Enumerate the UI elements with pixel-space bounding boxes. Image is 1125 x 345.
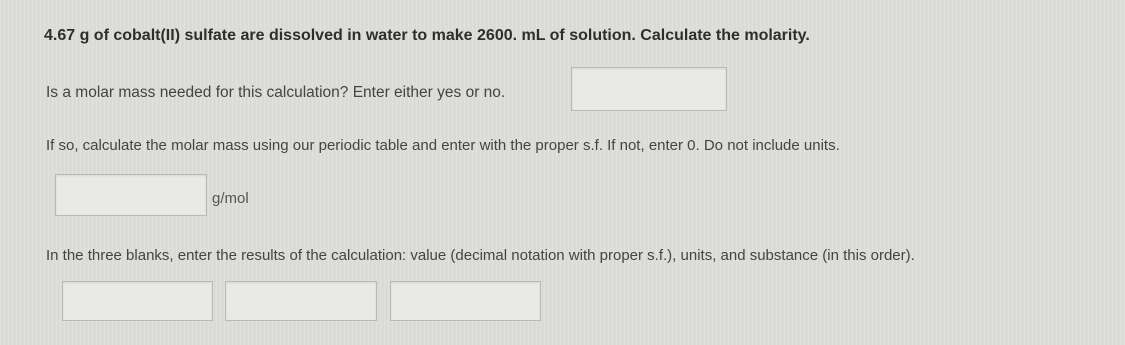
results-prompt: In the three blanks, enter the results of the calculation: value (decimal notation with proper s.f.), units, and substance (in this order).	[46, 247, 915, 264]
molar-mass-input[interactable]	[55, 174, 207, 216]
result-units-input[interactable]	[225, 281, 377, 321]
result-substance-input[interactable]	[390, 281, 541, 321]
molar-mass-needed-input[interactable]	[571, 67, 727, 111]
result-value-input[interactable]	[62, 281, 213, 321]
question-title: 4.67 g of cobalt(II) sulfate are dissolved in water to make 2600. mL of solution. Calculate the molarity.	[44, 27, 810, 44]
molar-mass-needed-prompt: Is a molar mass needed for this calculation? Enter either yes or no.	[46, 84, 506, 101]
molar-mass-prompt: If so, calculate the molar mass using our periodic table and enter with the proper s.f. If not, enter 0. Do not include units.	[46, 137, 840, 154]
molar-mass-unit-label: g/mol	[212, 190, 249, 207]
